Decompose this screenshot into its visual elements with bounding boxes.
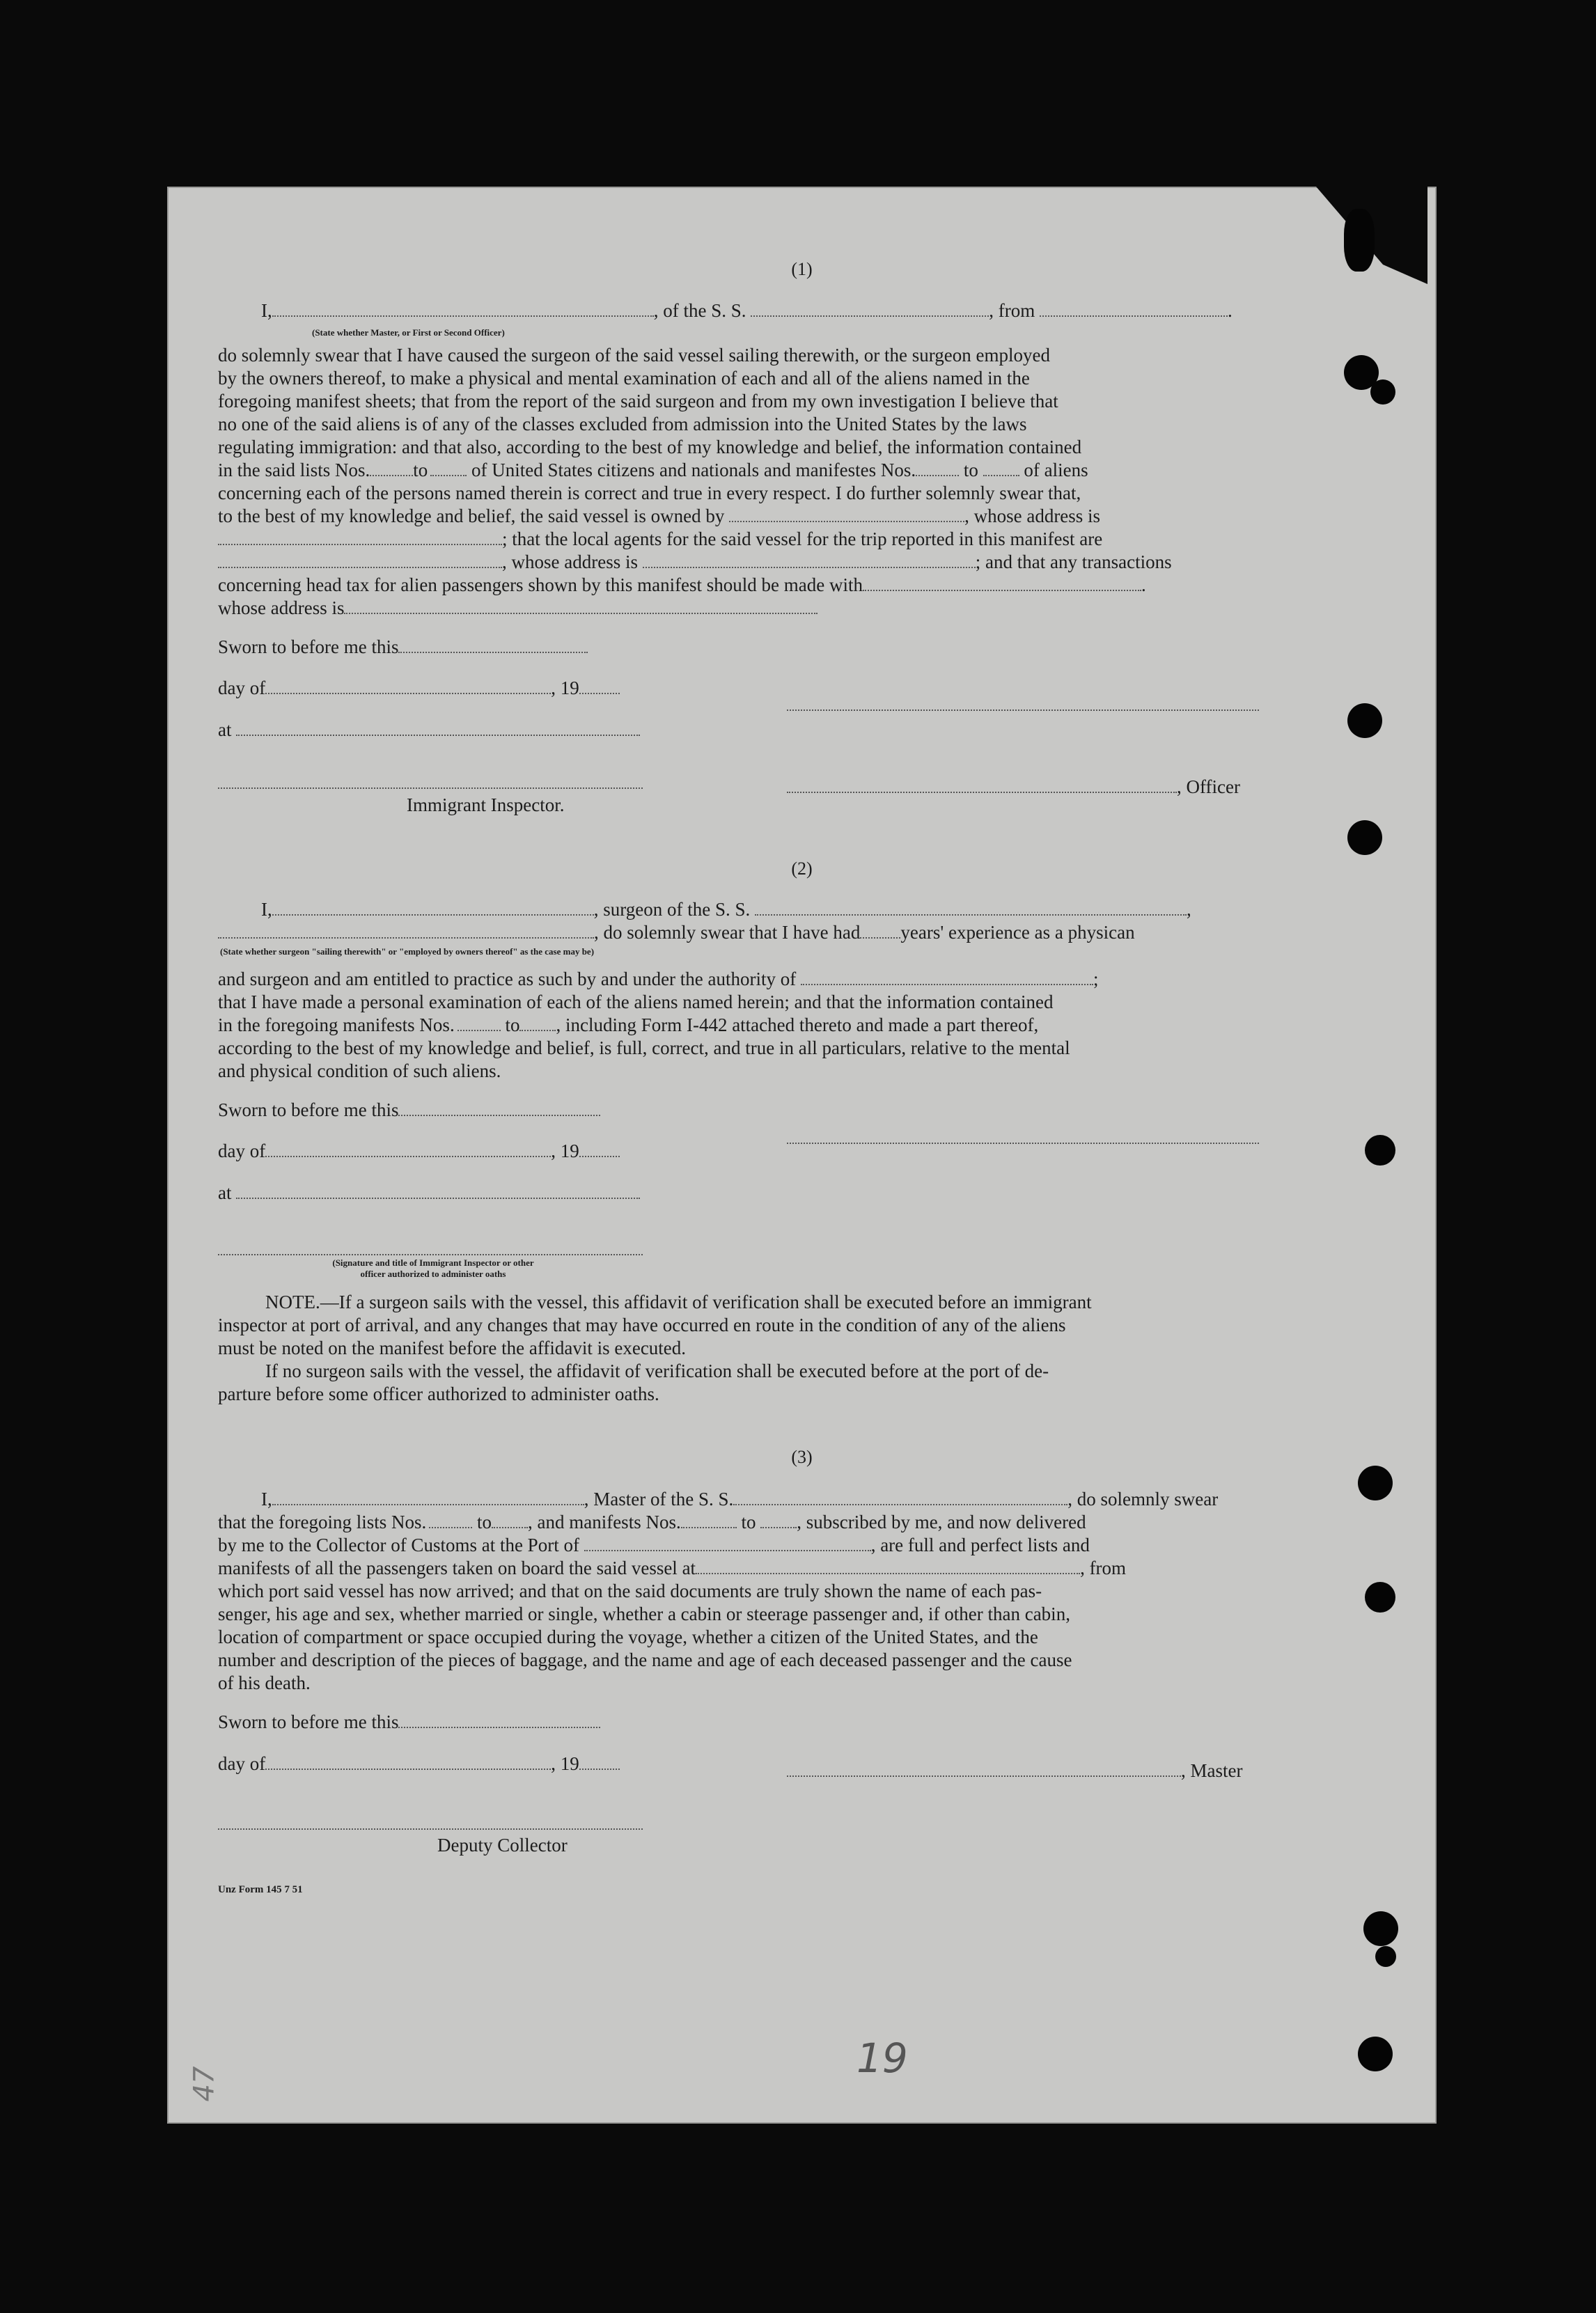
binder-hole [1365,1582,1395,1613]
text: of aliens [1024,460,1088,480]
s3-embark-line [218,1557,1258,1580]
s3-para-line: number and description of the pieces of baggage, and the name and age of each deceased passenger and the cause [218,1649,1072,1670]
s2-day-field[interactable] [265,1155,551,1157]
text: concerning head tax for alien passengers shown by this manifest should be made with [218,574,863,595]
years-experience-field[interactable] [860,936,900,939]
s2-vessel-field[interactable] [755,914,1187,916]
s1-para-line: concerning each of the persons named therein is correct and true in every respect. I do further solemnly swear that, [218,483,1081,503]
note-line: inspector at port of arrival, and any changes that may have occurred en route in the condition of any of the aliens [218,1315,1066,1335]
master-name-field[interactable] [272,1503,584,1505]
binder-hole [1358,1466,1393,1500]
s3-para-line: of his death. [218,1672,311,1693]
s3-sworn-field[interactable] [398,1726,600,1728]
text: in the foregoing manifests Nos. [218,1014,455,1035]
s1-owner-line [218,505,1258,528]
s3-sworn-line [218,1711,600,1734]
text: ; and that any transactions [975,551,1172,572]
s2-year-field[interactable] [579,1155,620,1157]
s1-para-line: by the owners thereof, to make a physical and mental examination of each and all of the aliens named in the [218,368,1030,389]
s3-para-line: which port said vessel has now arrived; and that on the said documents are truly shown the name of each pas- [218,1581,1042,1601]
s3-lists-line [218,1511,1258,1534]
officer-rank-field[interactable] [272,315,654,317]
s3-day-line [218,1753,620,1775]
s1-inspector-label: Immigrant Inspector. [407,794,565,815]
s1-line1 [261,299,1233,322]
s2-at-line [218,1182,640,1205]
surgeon-name-field[interactable] [272,914,594,916]
s3-collector-signature-line[interactable] [218,1828,643,1830]
note-line: If no surgeon sails with the vessel, the affidavit of verification shall be executed before at the port of de- [265,1361,1049,1381]
text: , Officer [1177,776,1240,797]
text: day of [218,1140,266,1161]
text: , subscribed by me, and now delivered [797,1512,1086,1532]
s1-headtax-address-line [218,597,1258,620]
s1-lists-line [218,459,1258,482]
s2-paragraph [218,968,1258,1083]
s1-para-line: no one of the said aliens is of any of the classes excluded from admission into the United States by the laws [218,414,1027,434]
text: , Master of the S. S. [584,1489,734,1510]
section-3-number: (3) [791,1447,813,1467]
s2-para-line: that I have made a personal examination of each of the aliens named herein; and that the information contained [218,991,1054,1012]
form-id: Unz Form 145 7 51 [218,1884,303,1895]
manifests-from-field[interactable] [916,474,959,476]
text: , Master [1181,1760,1243,1781]
binder-hole [1358,2037,1393,2071]
headtax-address-field[interactable] [344,612,817,614]
s2-day-line [218,1140,620,1163]
s1-para-line: foregoing manifest sheets; that from the report of the said surgeon and from my own investigation I believe that [218,391,1058,411]
binder-hole [1347,820,1382,855]
s2-sworn-line [218,1099,600,1122]
text: , 19 [551,1140,579,1161]
section-2-number: (2) [791,858,813,879]
text: to the best of my knowledge and belief, the said vessel is owned by [218,505,725,526]
note-line: parture before some officer authorized to administer oaths. [218,1383,659,1404]
text: , surgeon of the S. S. [593,899,751,920]
s2-signature-note [273,1257,593,1280]
embarkation-port-field[interactable] [696,1572,1080,1574]
s2-at-field[interactable] [236,1197,640,1199]
text: at [218,719,232,740]
s2-line1 [261,898,1191,921]
owner-field[interactable] [729,520,964,522]
s2-para-line: according to the best of my knowledge and belief, is full, correct, and true in all particulars, relative to the mental [218,1037,1070,1058]
s1-paragraph [218,344,1258,620]
note-line: NOTE.—If a surgeon sails with the vessel, this affidavit of verification shall be executed before an immigrant [265,1292,1092,1312]
s3-paragraph [218,1511,1258,1695]
s3-para-line: location of compartment or space occupied during the voyage, whether a citizen of the United States, and the [218,1626,1038,1647]
s1-rank-note: (State whether Master, or First or Second Officer) [312,327,505,338]
s1-para-line: do solemnly swear that I have caused the surgeon of the said vessel sailing therewith, or the surgeon employed [218,345,1050,366]
text: I, [261,1489,272,1510]
text: Sworn to before me this [218,1099,399,1120]
s1-ss-label: , of the S. S. [653,300,746,321]
s2-manifests-to-field[interactable] [519,1029,556,1031]
s3-day-field[interactable] [265,1768,551,1770]
text: whose address is [218,597,345,618]
s2-line2 [218,921,1135,944]
text: , do solemnly swear [1067,1489,1219,1510]
s3-port-line [218,1534,1258,1557]
authority-field[interactable] [801,983,1093,985]
text: , whose address is [964,505,1101,526]
text: I, [261,899,272,920]
text: , 19 [551,1753,579,1774]
owner-address-field[interactable] [218,543,502,545]
s1-agents-address-line [218,551,1258,574]
lists-to-field[interactable] [430,474,467,476]
customs-port-field[interactable] [584,1549,871,1551]
text: to [413,460,428,480]
text: Sworn to before me this [218,1711,399,1732]
s1-signature-line[interactable] [787,709,1259,711]
text: , 19 [551,677,579,698]
text: years' experience as a physican [900,922,1135,943]
binder-hole [1347,703,1382,738]
text: , do solemnly swear that I have had [594,922,861,943]
text: to [741,1512,756,1532]
s1-sworn-field[interactable] [398,651,588,653]
s1-headtax-line [218,574,1258,597]
text: (Signature and title of Immigrant Inspector or other [332,1257,534,1268]
binder-hole [1363,1911,1398,1946]
text: that the foregoing lists Nos. [218,1512,427,1532]
manifests-to-field[interactable] [983,474,1019,476]
text: officer authorized to administer oaths [360,1269,506,1279]
s3-line1 [261,1488,1218,1511]
s2-sworn-field[interactable] [398,1114,600,1116]
s3-para-line: senger, his age and sex, whether married or single, whether a cabin or steerage passenger and, if other than cabin, [218,1604,1070,1624]
s1-period: . [1228,300,1233,321]
s2-authority-line [218,968,1258,991]
text: to [476,1512,492,1532]
text: to [963,460,978,480]
lists-from-field[interactable] [370,474,413,476]
s2-status-note: (State whether surgeon "sailing therewith" or "employed by owners thereof" as the case may be) [220,946,595,957]
text: , including Form I-442 attached thereto and made a part thereof, [556,1014,1039,1035]
text: in the said lists Nos. [218,460,370,480]
s3-vessel-field[interactable] [733,1503,1067,1505]
master-signature-field[interactable] [787,1775,1181,1777]
s3-lists-to-field[interactable] [492,1526,528,1528]
handwritten-margin-number: 47 [188,2066,221,2102]
s1-day-line [218,677,620,700]
s2-inspector-signature-line[interactable] [218,1253,643,1255]
s2-surgeon-signature-line[interactable] [787,1142,1259,1144]
text: Sworn to before me this [218,636,399,657]
binder-hole [1375,1946,1396,1967]
binder-hole [1365,1135,1395,1166]
binder-hole [1370,379,1395,405]
s3-lists-from-field[interactable] [429,1526,472,1528]
text: . [1141,574,1146,595]
s3-manifests-from-field[interactable] [681,1526,737,1528]
s1-para-line: regulating immigration: and that also, according to the best of my knowledge and belief, the information contained [218,437,1082,457]
text: day of [218,677,266,698]
text: at [218,1182,232,1203]
s1-at-line [218,719,640,742]
text: by me to the Collector of Customs at the Port of [218,1535,579,1555]
surgeon-status-field[interactable] [218,936,594,939]
vessel-name-field[interactable] [751,315,989,317]
s3-collector-label: Deputy Collector [437,1835,568,1856]
text: ; that the local agents for the said vessel for the trip reported in this manifest are [502,528,1103,549]
text: of United States citizens and nationals and manifestes Nos. [471,460,916,480]
section-1-number: (1) [791,259,813,279]
text: manifests of all the passengers taken on board the said vessel at [218,1558,696,1578]
text: , are full and perfect lists and [870,1535,1090,1555]
s1-i-label: I, [261,300,272,321]
text: ; [1093,969,1099,989]
s1-at-field[interactable] [236,734,640,736]
agents-field[interactable] [218,566,502,568]
s2-manifests-line [218,1014,1258,1037]
s2-manifests-from-field[interactable] [457,1029,501,1031]
s1-officer-line [787,776,1240,799]
s3-master-line [787,1759,1242,1782]
s1-from-label: , from [989,300,1035,321]
headtax-contact-field[interactable] [863,589,1141,591]
text: and surgeon and am entitled to practice as such by and under the authority of [218,969,797,989]
s2-para-line: and physical condition of such aliens. [218,1060,501,1081]
handwritten-page-number: 19 [856,2034,908,2082]
s1-year-field[interactable] [579,692,620,694]
s3-manifests-to-field[interactable] [760,1526,797,1528]
text: , from [1080,1558,1127,1578]
text: , whose address is [502,551,638,572]
s1-day-field[interactable] [265,692,551,694]
text: to [505,1014,520,1035]
s3-year-field[interactable] [579,1768,620,1770]
agents-address-field[interactable] [643,566,976,568]
text: , and manifests Nos. [527,1512,681,1532]
note-line: must be noted on the manifest before the affidavit is executed. [218,1338,687,1358]
text: , [1187,899,1191,920]
officer-signature-field[interactable] [787,791,1177,793]
s1-sworn-line [218,636,588,659]
note-paragraph [218,1291,1258,1406]
departure-port-field[interactable] [1040,315,1228,317]
s1-agents-line [218,528,1258,551]
text: day of [218,1753,266,1774]
s1-inspector-signature-line[interactable] [218,787,643,789]
